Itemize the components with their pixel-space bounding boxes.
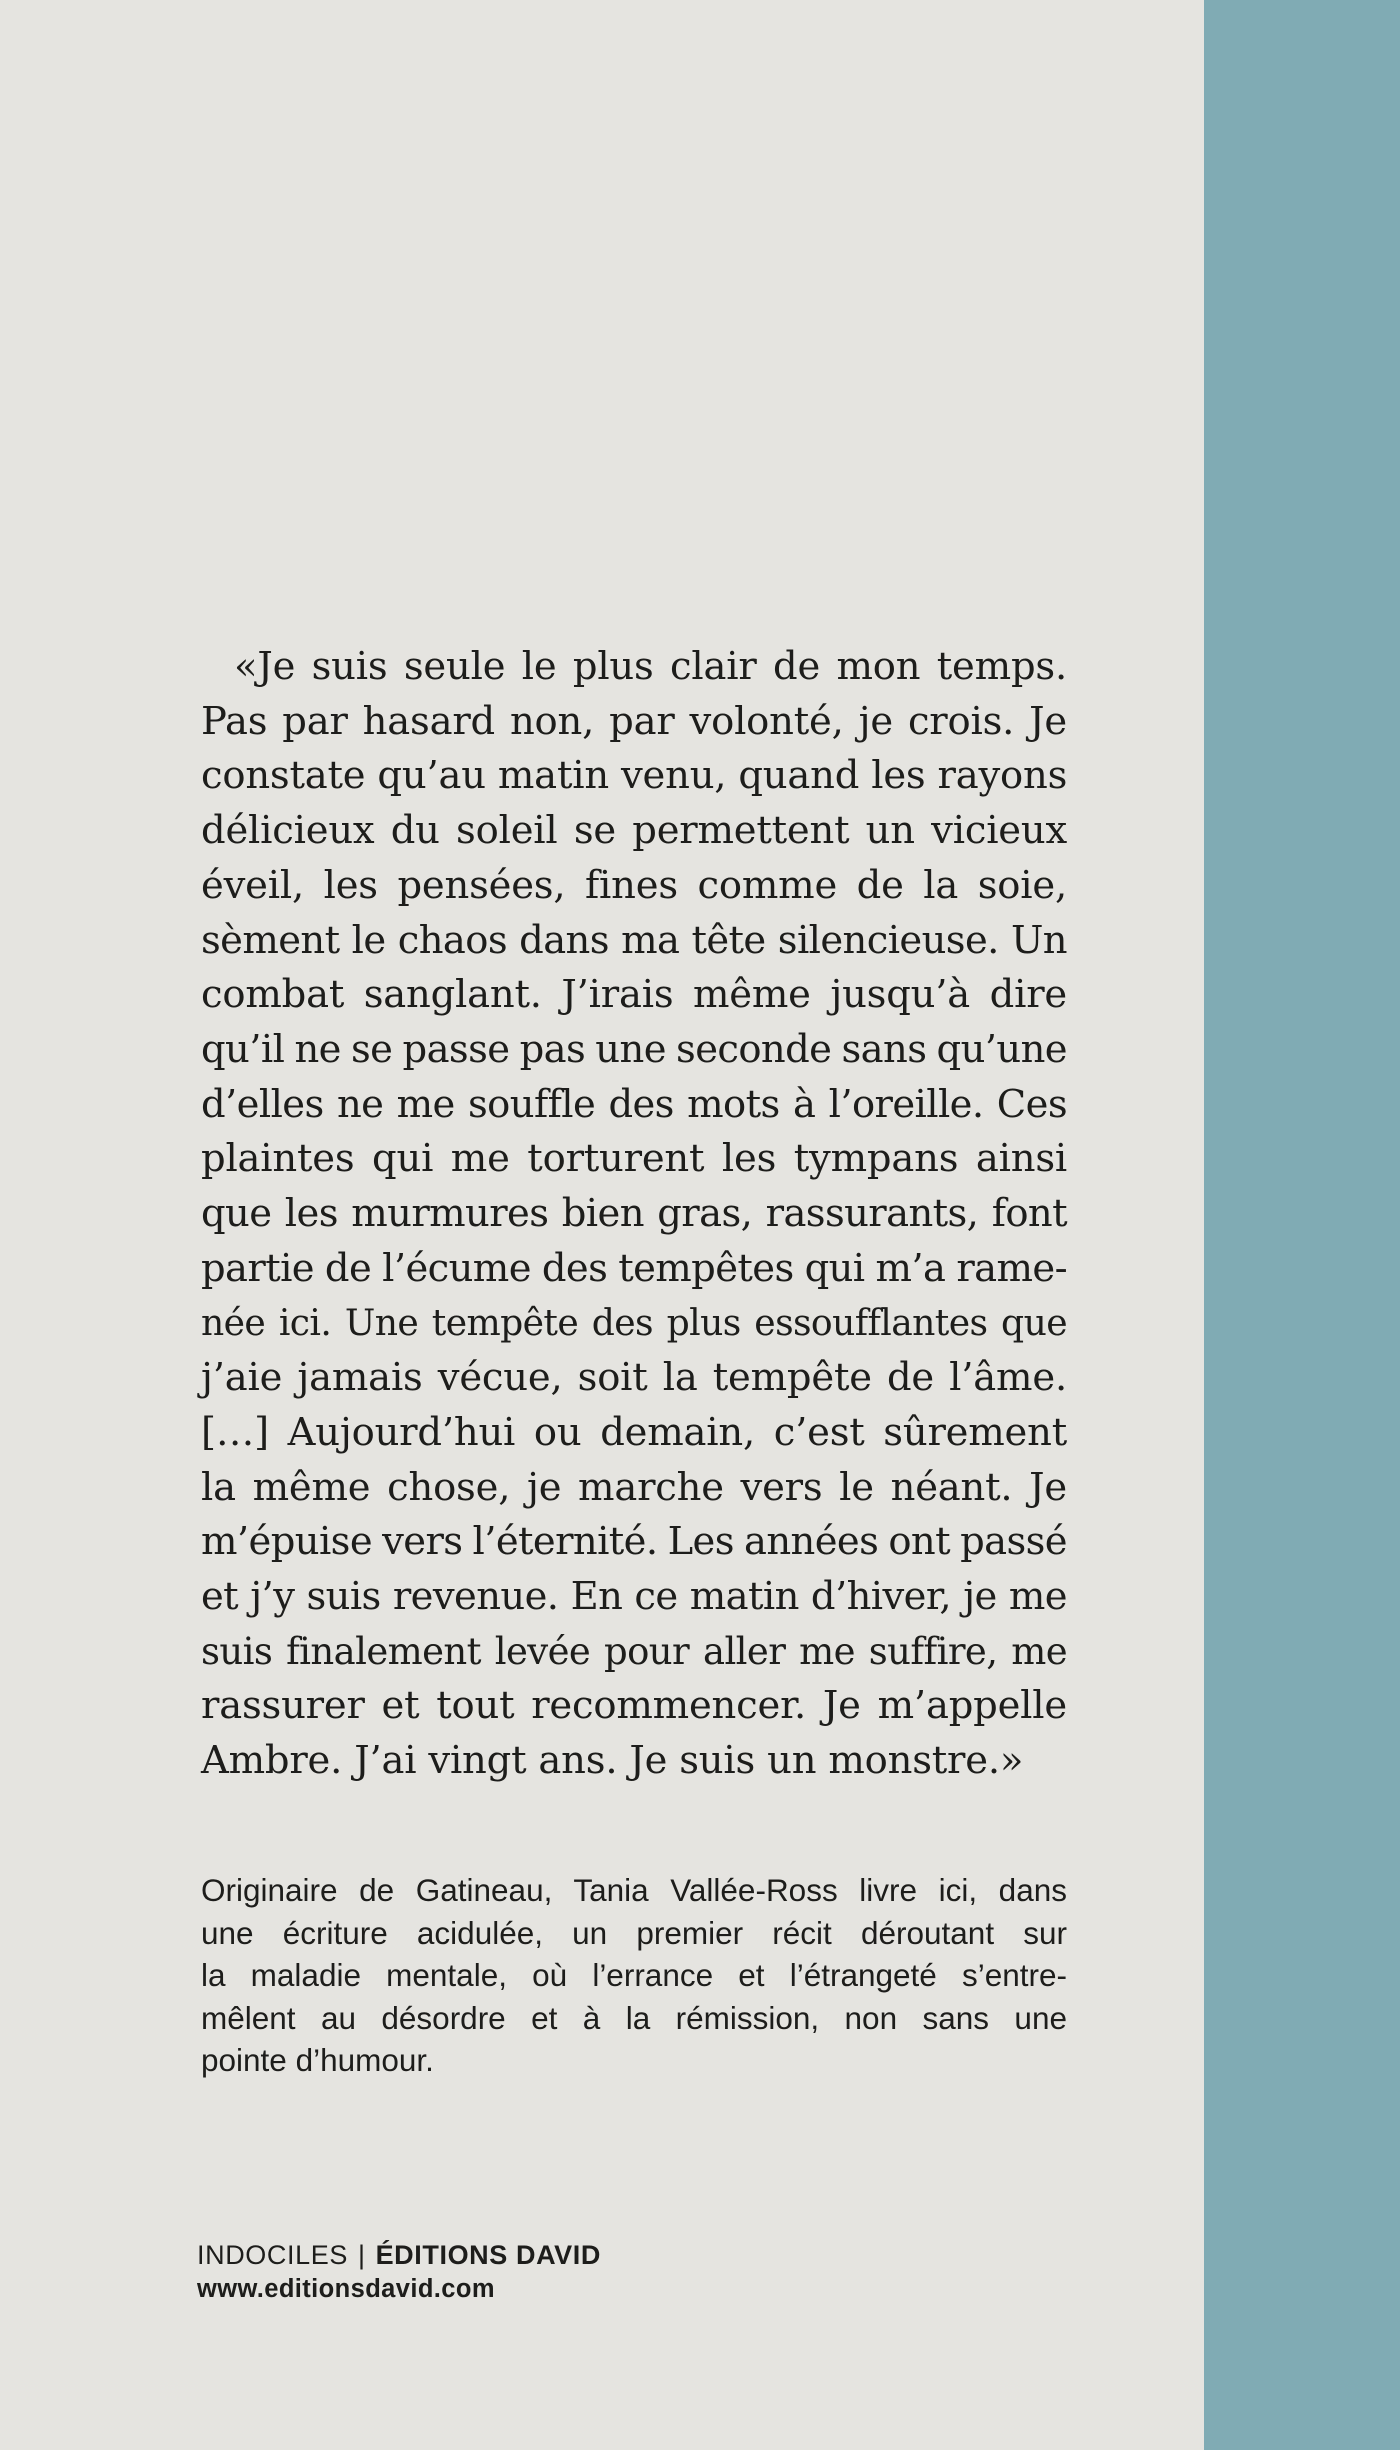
quote-line: […] Aujourd’hui ou demain, c’est sûrement [201, 1409, 1067, 1455]
quote-line: j’aie jamais vécue, soit la tempête de l’âme. [201, 1355, 1067, 1401]
quote-line: et j’y suis revenue. En ce matin d’hiver, je me [201, 1573, 1067, 1619]
blurb-line: une écriture acidulée, un premier récit déroutant sur [201, 1914, 1067, 1951]
quote-line: née ici. Une tempête des plus essoufflantes que [201, 1301, 1067, 1345]
blurb-line: pointe d’humour. [201, 2042, 434, 2078]
author-blurb [201, 1869, 1067, 2082]
quote-line: m’épuise vers l’éternité. Les années ont passé [201, 1519, 1067, 1565]
publisher-website: www.editionsdavid.com [197, 2275, 495, 2303]
quote-line: sèment le chaos dans ma tête silencieuse. Un [201, 917, 1067, 963]
imprint-row [197, 2238, 601, 2272]
quote-line: «Je suis seule le plus clair de mon temps. [234, 644, 1067, 689]
quote-line: combat sanglant. J’irais même jusqu’à dire [201, 972, 1067, 1018]
blurb-line: Originaire de Gatineau, Tania Vallée-Ross livre ici, dans [201, 1872, 1067, 1908]
quote-line: plaintes qui me torturent les tympans ainsi [201, 1136, 1067, 1182]
blurb-line: la maladie mentale, où l’errance et l’étrangeté s’entre- [201, 1957, 1067, 1993]
blurb-line: mêlent au désordre et à la rémission, non sans une [201, 1999, 1067, 2036]
quote-line: que les murmures bien gras, rassurants, font [201, 1191, 1067, 1237]
quote-line: rassurer et tout recommencer. Je m’appelle [201, 1683, 1067, 1729]
quote-line: constate qu’au matin venu, quand les rayons [201, 753, 1068, 799]
quote-line: d’elles ne me souffle des mots à l’oreille. Ces [201, 1081, 1067, 1127]
quote-line: qu’il ne se passe pas une seconde sans qu’une [201, 1026, 1067, 1072]
quote-line: délicieux du soleil se permettent un vicieux [201, 808, 1067, 854]
quote-line: Pas par hasard non, par volonté, je crois. Je [201, 698, 1067, 744]
quote-line: éveil, les pensées, fines comme de la soie, [201, 862, 1067, 908]
spine-color-band [1204, 0, 1400, 2450]
quote-line: partie de l’écume des tempêtes qui m’a rame- [201, 1245, 1067, 1291]
quote-line: la même chose, je marche vers le néant. Je [201, 1464, 1067, 1510]
imprint-separator: | [357, 2240, 366, 2270]
publisher-name: ÉDITIONS DAVID [375, 2240, 601, 2270]
publisher-block [197, 2238, 601, 2306]
quote-line: suis finalement levée pour aller me suffire, me [201, 1629, 1067, 1673]
excerpt-quote [201, 640, 1067, 1789]
quote-line: Ambre. J’ai vingt ans. Je suis un monstre.» [201, 1738, 1024, 1784]
collection-name: INDOCILES [197, 2240, 348, 2270]
